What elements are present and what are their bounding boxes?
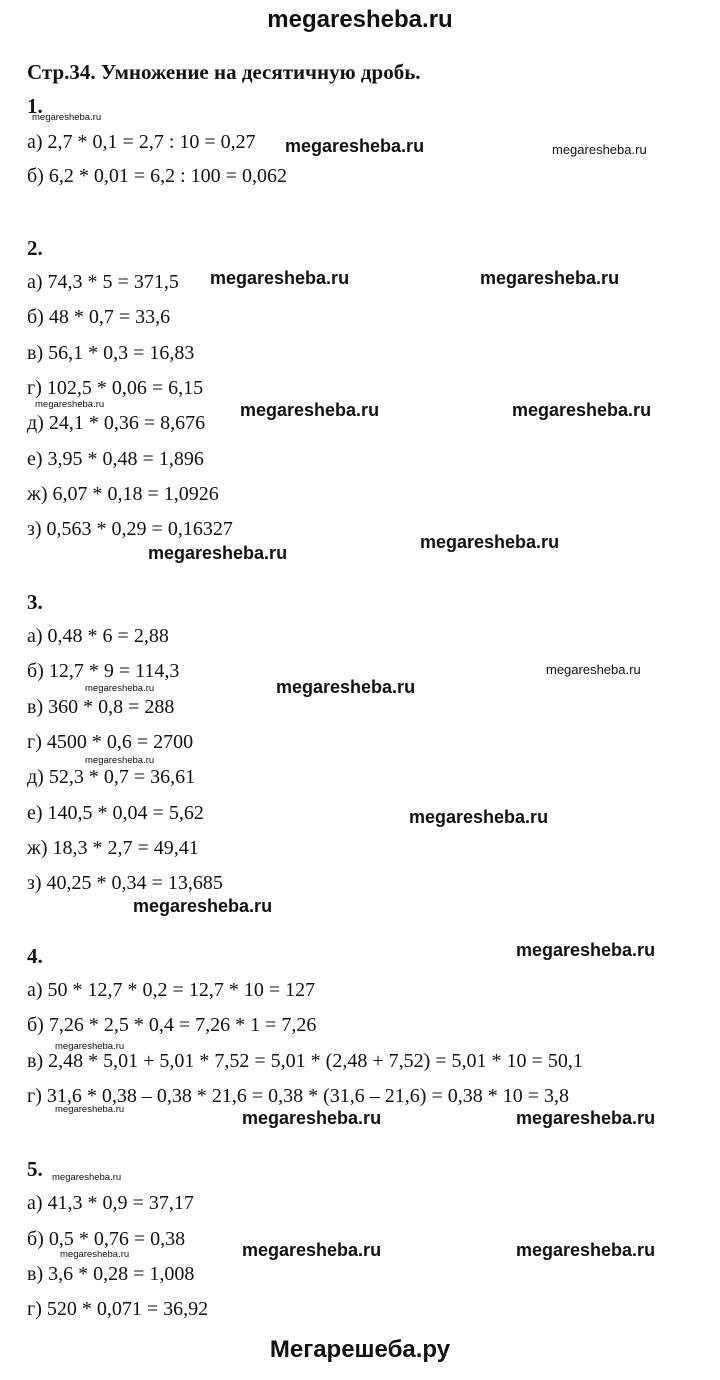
task-2-number: 2. [27, 236, 43, 260]
task-3-line-z: з) 40,25 * 0,34 = 13,685 [27, 872, 223, 894]
task-4-line-v: в) 2,48 * 5,01 + 5,01 * 7,52 = 5,01 * (2,48 + 7,52) = 5,01 * 10 = 50,1 [27, 1050, 583, 1072]
task-5-number: 5. [27, 1157, 43, 1181]
task-2-line-zh: ж) 6,07 * 0,18 = 1,0926 [27, 483, 219, 505]
watermark: megaresheba.ru [480, 268, 620, 288]
task-4-line-b: б) 7,26 * 2,5 * 0,4 = 7,26 * 1 = 7,26 [27, 1014, 317, 1036]
task-3-line-v: в) 360 * 0,8 = 288 [27, 696, 175, 718]
task-2-line-g: г) 102,5 * 0,06 = 6,15 [27, 377, 204, 399]
task-4-number: 4. [27, 944, 43, 968]
task-4-line-g: г) 31,6 * 0,38 – 0,38 * 21,6 = 0,38 * (31,6 – 21,6) = 0,38 * 10 = 3,8 [27, 1085, 570, 1107]
watermark: megaresheba.ru [276, 677, 416, 697]
task-3-line-b: б) 12,7 * 9 = 114,3 [27, 660, 180, 682]
watermark: megaresheba.ru [55, 1104, 125, 1115]
watermark: megaresheba.ru [60, 1249, 130, 1260]
task-1-line-b: б) 6,2 * 0,01 = 6,2 : 100 = 0,062 [27, 165, 287, 187]
task-5-line-v: в) 3,6 * 0,28 = 1,008 [27, 1263, 195, 1285]
watermark: megaresheba.ru [552, 142, 647, 157]
page-title: Стр.34. Умножение на десятичную дробь. [27, 60, 421, 84]
task-3-number: 3. [27, 590, 43, 614]
site-footer-logo[interactable]: Мегарешеба.ру [269, 1336, 451, 1363]
task-2-line-a: а) 74,3 * 5 = 371,5 [27, 271, 179, 293]
task-1-number: 1. [27, 94, 43, 118]
task-3-line-e: е) 140,5 * 0,04 = 5,62 [27, 802, 204, 824]
watermark: megaresheba.ru [516, 1108, 656, 1128]
task-5-line-a: а) 41,3 * 0,9 = 37,17 [27, 1192, 194, 1214]
task-3-line-a: а) 0,48 * 6 = 2,88 [27, 625, 169, 647]
task-2-line-v: в) 56,1 * 0,3 = 16,83 [27, 342, 195, 364]
watermark: megaresheba.ru [409, 807, 549, 827]
watermark: megaresheba.ru [240, 400, 380, 420]
task-2-line-z: з) 0,563 * 0,29 = 0,16327 [27, 518, 233, 540]
watermark: megaresheba.ru [148, 543, 288, 563]
watermark: megaresheba.ru [242, 1240, 382, 1260]
watermark: megaresheba.ru [55, 1041, 125, 1052]
task-3-line-zh: ж) 18,3 * 2,7 = 49,41 [27, 837, 199, 859]
task-1-line-a: а) 2,7 * 0,1 = 2,7 : 10 = 0,27 [27, 131, 256, 153]
task-3-line-d: д) 52,3 * 0,7 = 36,61 [27, 766, 196, 788]
watermark: megaresheba.ru [85, 755, 155, 766]
watermark: megaresheba.ru [35, 399, 105, 410]
watermark: megaresheba.ru [420, 532, 560, 552]
task-2-line-e: е) 3,95 * 0,48 = 1,896 [27, 448, 204, 470]
watermark: megaresheba.ru [52, 1172, 122, 1183]
watermark: megaresheba.ru [516, 1240, 656, 1260]
watermark: megaresheba.ru [210, 268, 350, 288]
watermark: megaresheba.ru [133, 896, 273, 916]
watermark: megaresheba.ru [285, 136, 425, 156]
site-header-logo[interactable]: megaresheba.ru [267, 6, 453, 33]
task-3-line-g: г) 4500 * 0,6 = 2700 [27, 731, 194, 753]
task-5-line-g: г) 520 * 0,071 = 36,92 [27, 1298, 209, 1320]
watermark: megaresheba.ru [512, 400, 652, 420]
task-2-line-d: д) 24,1 * 0,36 = 8,676 [27, 412, 206, 434]
watermark: megaresheba.ru [516, 940, 656, 960]
watermark: megaresheba.ru [32, 112, 102, 123]
task-4-line-a: а) 50 * 12,7 * 0,2 = 12,7 * 10 = 127 [27, 979, 316, 1001]
watermark: megaresheba.ru [546, 662, 641, 677]
task-2-line-b: б) 48 * 0,7 = 33,6 [27, 306, 171, 328]
watermark: megaresheba.ru [85, 683, 155, 694]
watermark: megaresheba.ru [242, 1108, 382, 1128]
task-5-line-b: б) 0,5 * 0,76 = 0,38 [27, 1228, 186, 1250]
